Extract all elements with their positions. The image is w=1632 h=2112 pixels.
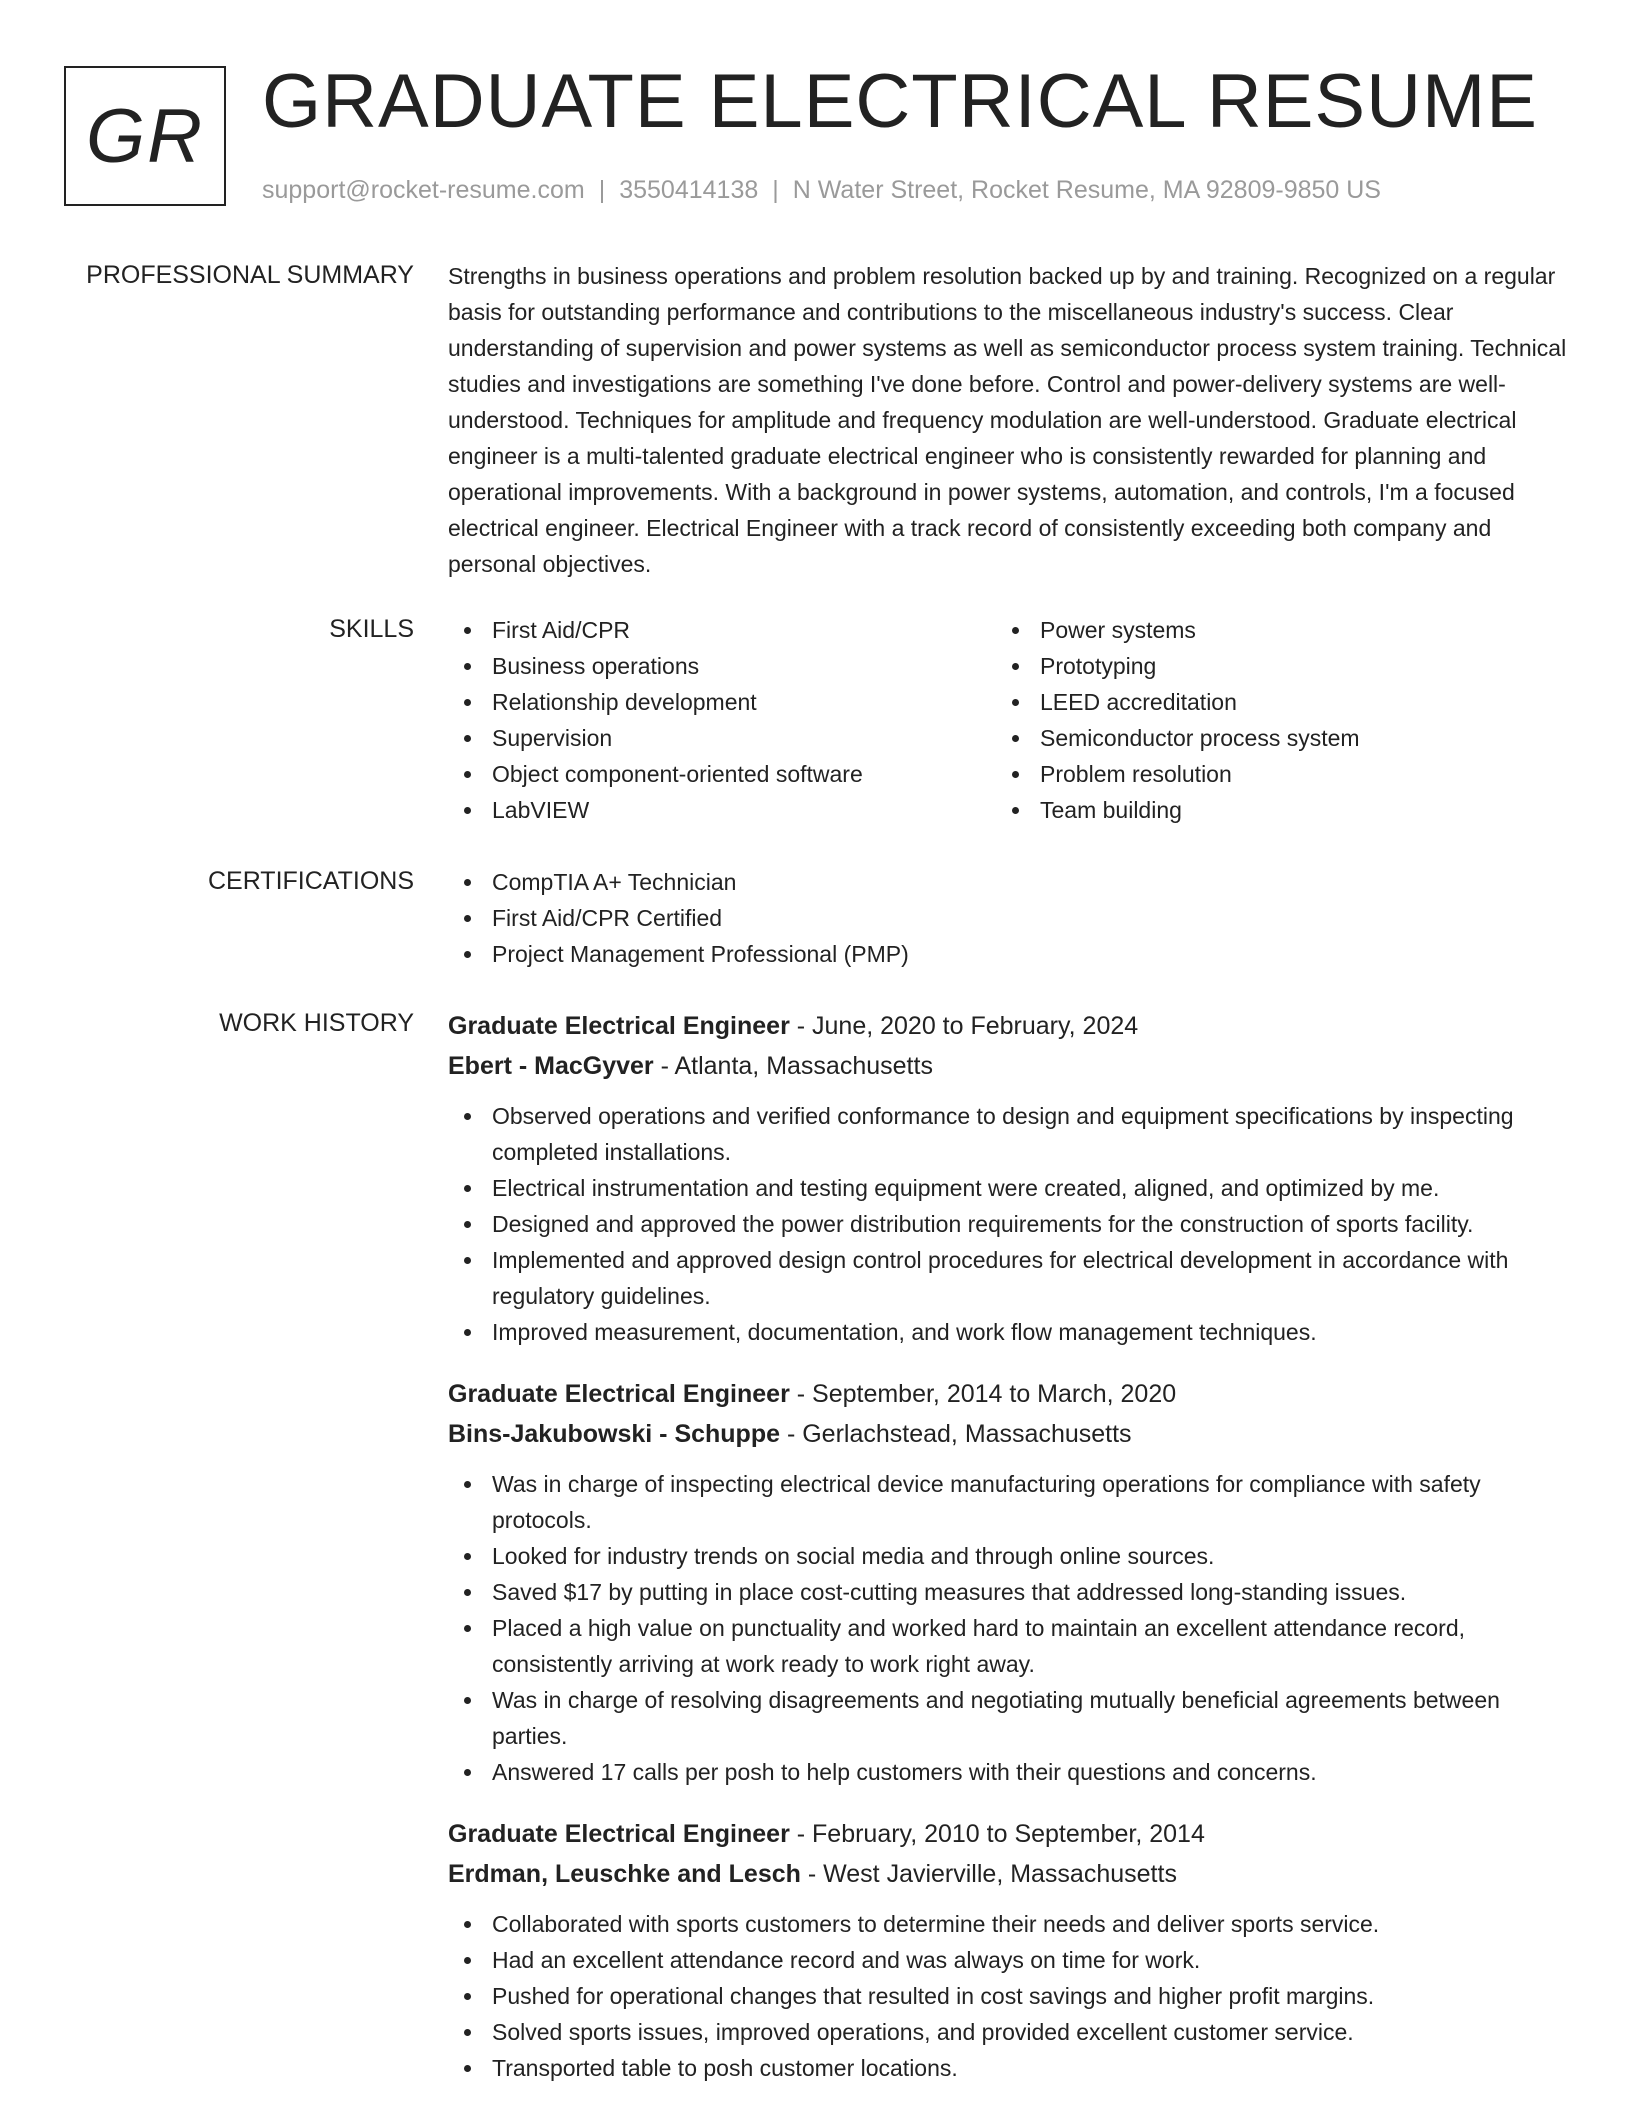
job-title-line xyxy=(448,1006,1570,1046)
contact-separator: | xyxy=(598,176,606,204)
job-dates: - September, 2014 to March, 2020 xyxy=(789,1380,1177,1408)
job-bullets xyxy=(448,1906,1570,2086)
contact-separator: | xyxy=(772,176,779,204)
list-item: Power systems xyxy=(996,612,1360,648)
job-dates: - June, 2020 to February, 2024 xyxy=(789,1012,1139,1040)
section-label-summary: PROFESSIONAL SUMMARY xyxy=(86,261,414,289)
list-item: Implemented and approved design control procedures for electrical development in accordance with regulatory guidelines. xyxy=(448,1242,1570,1314)
contact-address: N Water Street, Rocket Resume, MA 92809-9850 US xyxy=(792,176,1381,204)
list-item: LabVIEW xyxy=(448,792,863,828)
section-label-work-history: WORK HISTORY xyxy=(219,1009,414,1037)
list-item: Relationship development xyxy=(448,684,863,720)
list-item: Pushed for operational changes that resulted in cost savings and higher profit margins. xyxy=(448,1978,1570,2014)
job-bullets xyxy=(448,1466,1570,1790)
job-company-line xyxy=(448,1854,1570,1894)
list-item: Business operations xyxy=(448,648,863,684)
job-bullets xyxy=(448,1098,1570,1350)
job-company: Erdman, Leuschke and Lesch xyxy=(448,1860,801,1888)
job-company: Bins-Jakubowski - Schuppe xyxy=(448,1420,781,1448)
job-location: - Atlanta, Massachusetts xyxy=(653,1052,933,1080)
list-item: Supervision xyxy=(448,720,863,756)
list-item: Prototyping xyxy=(996,648,1360,684)
list-item: Was in charge of resolving disagreements and negotiating mutually beneficial agreements between parties. xyxy=(448,1682,1570,1754)
list-item: Placed a high value on punctuality and worked hard to maintain an excellent attendance record, consistently arriving at work ready to work right away. xyxy=(448,1610,1570,1682)
contact-phone[interactable]: 3550414138 xyxy=(619,176,759,204)
job-company-line xyxy=(448,1414,1570,1454)
job-title-line xyxy=(448,1814,1570,1854)
list-item: Improved measurement, documentation, and work flow management techniques. xyxy=(448,1314,1570,1350)
list-item: Had an excellent attendance record and was always on time for work. xyxy=(448,1942,1570,1978)
contact-line xyxy=(262,174,1381,206)
job-title: Graduate Electrical Engineer xyxy=(448,1012,790,1040)
list-item: Was in charge of inspecting electrical device manufacturing operations for compliance with safety protocols. xyxy=(448,1466,1570,1538)
list-item: Designed and approved the power distribution requirements for the construction of sports facility. xyxy=(448,1206,1570,1242)
monogram: GR xyxy=(64,66,226,206)
list-item: Transported table to posh customer locations. xyxy=(448,2050,1570,2086)
job-location: - West Javierville, Massachusetts xyxy=(800,1860,1177,1888)
job-company-line xyxy=(448,1046,1570,1086)
job-company: Ebert - MacGyver xyxy=(448,1052,654,1080)
list-item: First Aid/CPR xyxy=(448,612,863,648)
list-item: Electrical instrumentation and testing equipment were created, aligned, and optimized by me. xyxy=(448,1170,1570,1206)
job-dates: - February, 2010 to September, 2014 xyxy=(789,1820,1205,1848)
list-item: CompTIA A+ Technician xyxy=(448,864,1570,900)
list-item: LEED accreditation xyxy=(996,684,1360,720)
list-item: Looked for industry trends on social media and through online sources. xyxy=(448,1538,1570,1574)
list-item: Team building xyxy=(996,792,1360,828)
job-entry xyxy=(448,1814,1570,2086)
list-item: Observed operations and verified conformance to design and equipment specifications by inspecting completed installations. xyxy=(448,1098,1570,1170)
list-item: Project Management Professional (PMP) xyxy=(448,936,1570,972)
job-entry xyxy=(448,1006,1570,1350)
certifications-list xyxy=(448,864,1570,972)
list-item: Answered 17 calls per posh to help customers with their questions and concerns. xyxy=(448,1754,1570,1790)
summary-text: Strengths in business operations and problem resolution backed up by and training. Recognized on a regular basis for outstanding performance and contributions to the miscellaneous industry's success. Clear understanding of supervision and power systems as well as semiconductor process system training. Technical studies and investigations are something I've done before. Control and power-delivery systems are well-understood. Techniques for amplitude and frequency modulation are well-understood. Graduate electrical engineer is a multi-talented graduate electrical engineer who is consistently rewarded for planning and operational improvements. With a background in power systems, automation, and controls, I'm a focused electrical engineer. Electrical Engineer with a track record of consistently exceeding both company and personal objectives. xyxy=(448,263,1567,577)
list-item: Collaborated with sports customers to determine their needs and deliver sports service. xyxy=(448,1906,1570,1942)
section-label-skills: SKILLS xyxy=(329,615,414,643)
list-item: First Aid/CPR Certified xyxy=(448,900,1570,936)
resume-title: GRADUATE ELECTRICAL RESUME xyxy=(262,59,1538,144)
section-label-certifications: CERTIFICATIONS xyxy=(207,867,414,895)
list-item: Saved $17 by putting in place cost-cutting measures that addressed long-standing issues. xyxy=(448,1574,1570,1610)
job-title: Graduate Electrical Engineer xyxy=(448,1380,790,1408)
list-item: Object component-oriented software xyxy=(448,756,863,792)
job-entry xyxy=(448,1374,1570,1790)
list-item: Problem resolution xyxy=(996,756,1360,792)
contact-email[interactable]: support@rocket-resume.com xyxy=(262,176,585,204)
list-item: Semiconductor process system xyxy=(996,720,1360,756)
list-item: Solved sports issues, improved operations, and provided excellent customer service. xyxy=(448,2014,1570,2050)
skills-list-left xyxy=(448,612,863,828)
job-title-line xyxy=(448,1374,1570,1414)
job-location: - Gerlachstead, Massachusetts xyxy=(780,1420,1132,1448)
job-title: Graduate Electrical Engineer xyxy=(448,1820,790,1848)
skills-list-right xyxy=(996,612,1360,828)
